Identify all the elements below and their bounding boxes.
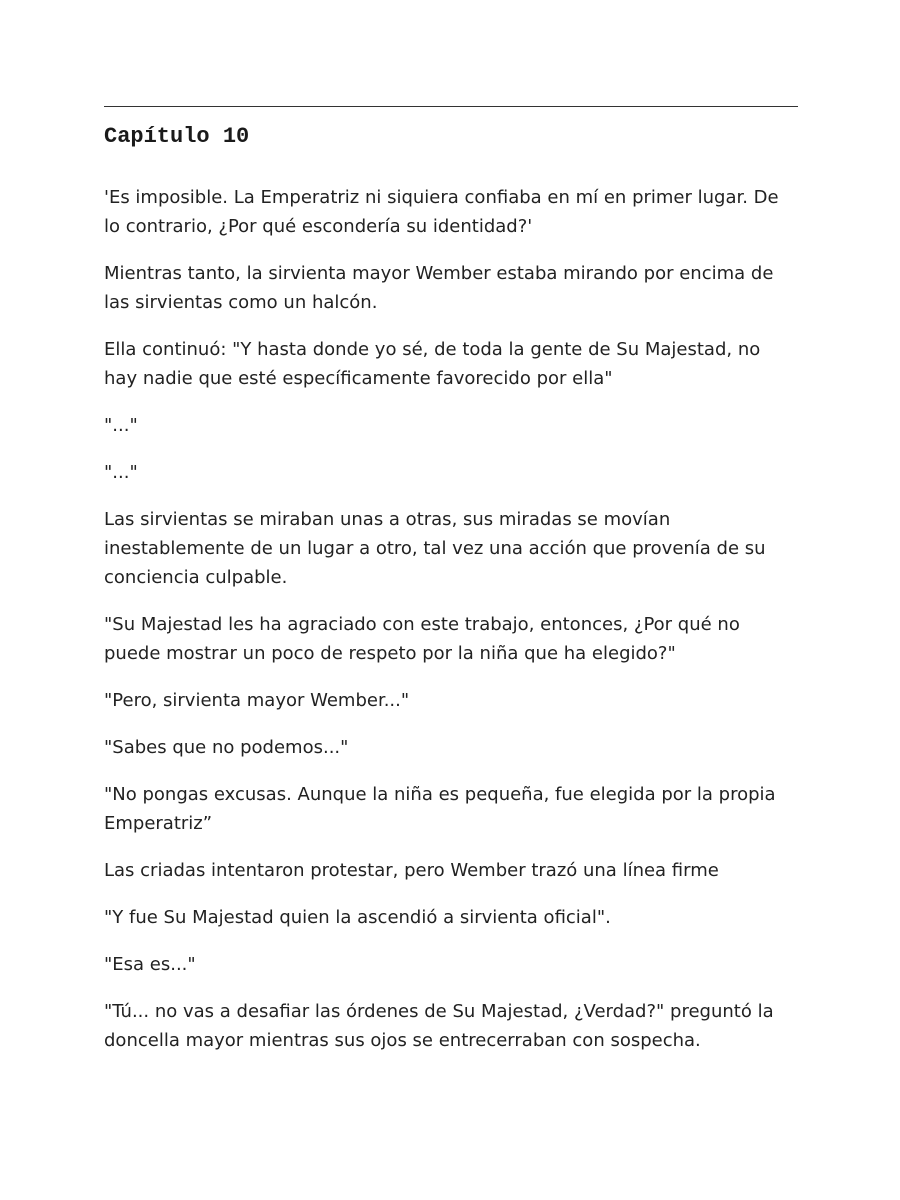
paragraph: Mientras tanto, la sirvienta mayor Wember estaba mirando por encima de las sirvientas como un halcón. [104, 263, 774, 313]
paragraph: "No pongas excusas. Aunque la niña es pequeña, fue elegida por la propia Emperatriz” [104, 784, 776, 834]
paragraph: "Su Majestad les ha agraciado con este trabajo, entonces, ¿Por qué no puede mostrar un poco de respeto por la niña que ha elegido?" [104, 614, 740, 664]
paragraph: 'Es imposible. La Emperatriz ni siquiera confiaba en mí en primer lugar. De lo contrario, ¿Por qué escondería su identidad?' [104, 187, 779, 237]
chapter-title: Capítulo 10 [104, 124, 250, 149]
header-divider [104, 106, 798, 107]
paragraph: "Tú... no vas a desafiar las órdenes de Su Majestad, ¿Verdad?" preguntó la doncella mayor mientras sus ojos se entrecerraban con sospecha. [104, 1001, 774, 1051]
paragraph: "Y fue Su Majestad quien la ascendió a sirvienta oficial". [104, 907, 611, 928]
paragraph: "Esa es..." [104, 954, 196, 975]
paragraph: "Pero, sirvienta mayor Wember..." [104, 690, 410, 711]
paragraph: "..." [104, 415, 138, 436]
paragraph: "Sabes que no podemos..." [104, 737, 349, 758]
paragraph: Ella continuó: "Y hasta donde yo sé, de toda la gente de Su Majestad, no hay nadie que esté específicamente favorecido por ella" [104, 339, 761, 389]
document-page [104, 0, 798, 1200]
chapter-body [104, 183, 798, 1073]
paragraph: Las criadas intentaron protestar, pero Wember trazó una línea firme [104, 860, 719, 881]
paragraph: Las sirvientas se miraban unas a otras, sus miradas se movían inestablemente de un lugar a otro, tal vez una acción que provenía de su conciencia culpable. [104, 509, 766, 588]
paragraph: "..." [104, 462, 138, 483]
